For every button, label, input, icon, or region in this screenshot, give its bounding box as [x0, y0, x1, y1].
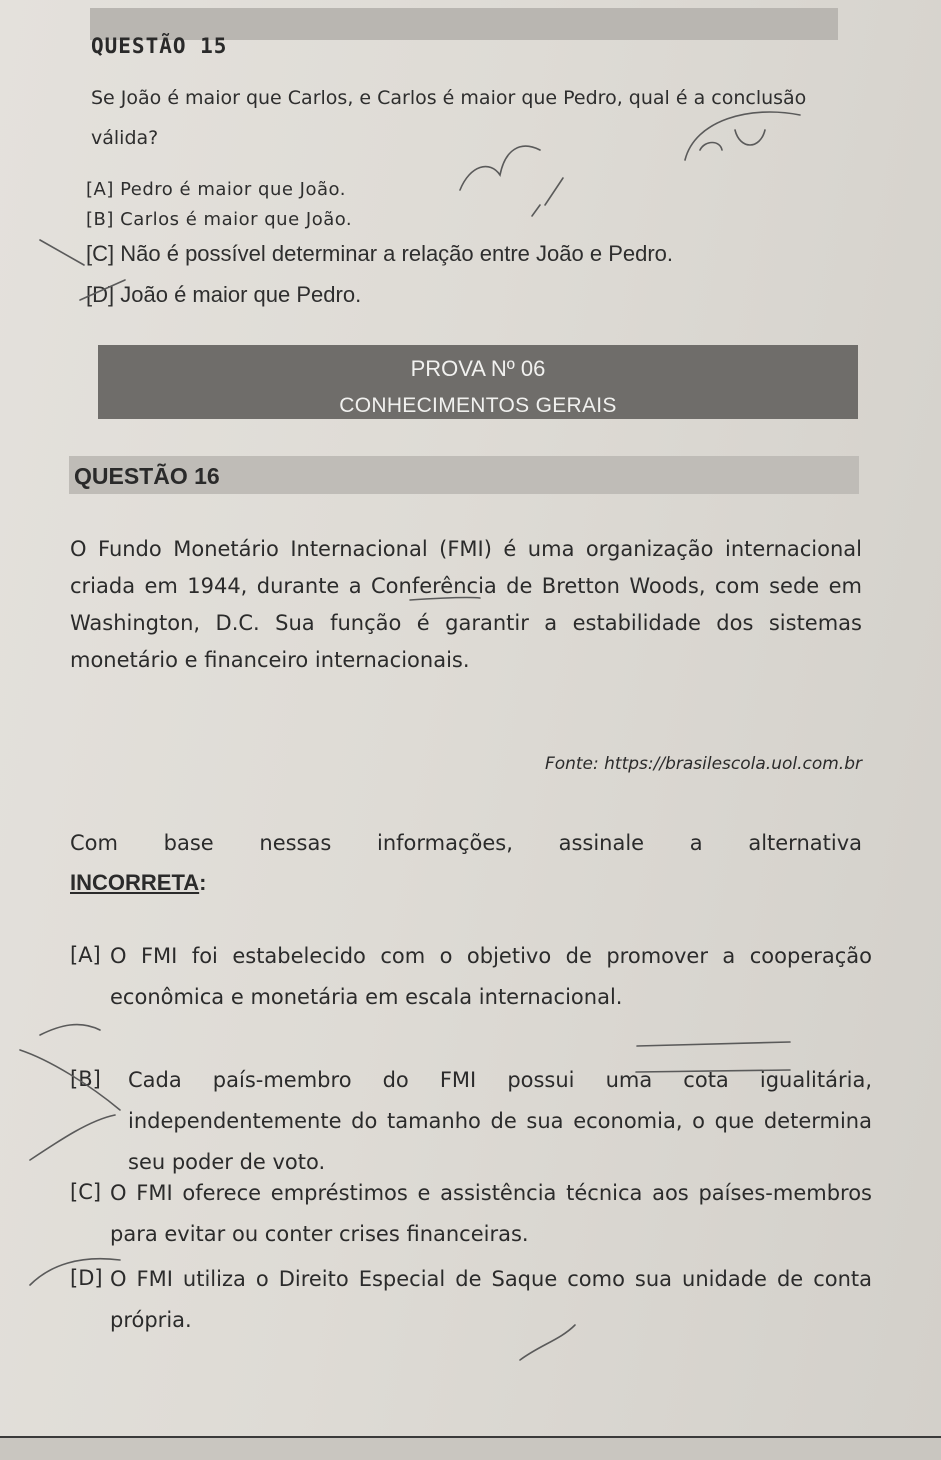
pencil-scribble-4	[520, 1325, 575, 1360]
option-text: Pedro é maior que João.	[120, 179, 346, 200]
pencil-check-c	[40, 240, 84, 265]
question-16-title: QUESTÃO 16	[74, 463, 220, 489]
pencil-scribble-3	[700, 130, 765, 150]
option-letter: [C]	[86, 241, 115, 266]
prompt-colon: :	[199, 870, 207, 895]
option-text: Não é possível determinar a relação entre João e Pedro.	[120, 241, 674, 266]
incorreta-word: INCORRETA	[70, 870, 200, 895]
question-16-context-paragraph: O Fundo Monetário Internacional (FMI) é uma organização internacional criada em 1944, durante a Conferência de Bretton Woods, com sede em Washington, D.C. Sua função é garantir a estabilidade dos sistemas monetário e financeiro internacionais.	[70, 537, 862, 672]
option-text: Carlos é maior que João.	[120, 209, 353, 230]
exam-subject: CONHECIMENTOS GERAIS	[339, 394, 617, 417]
pencil-scribble-2	[685, 112, 800, 160]
option-text: João é maior que Pedro.	[120, 282, 362, 307]
pencil-underline-1944	[410, 598, 480, 600]
option-letter: [B]	[86, 209, 114, 230]
alternative-b-text: Cada país-membro do FMI possui uma cota igualitária, independentemente do tamanho de sua economia, o que determina seu poder de voto.	[128, 1068, 872, 1174]
alternative-a-letter: [A]	[70, 943, 101, 967]
pencil-scribble-1	[460, 146, 540, 190]
alternative-d-letter: [D]	[70, 1266, 103, 1290]
pencil-mark-d	[80, 280, 125, 300]
source-citation: Fonte: https://brasilescola.uol.com.br	[544, 754, 862, 774]
pencil-check-c	[30, 1259, 120, 1285]
alternative-c-letter: [C]	[70, 1180, 102, 1204]
question-16-prompt: Com base nessas informações, assinale a alternativa	[70, 831, 862, 855]
option-letter: [A]	[86, 179, 114, 200]
question-15-statement: Se João é maior que Carlos, e Carlos é maior que Pedro, qual é a conclusão válida?	[91, 87, 807, 149]
pencil-slash-b	[532, 205, 540, 216]
alternative-c-text: O FMI oferece empréstimos e assistência técnica aos países-membros para evitar ou conter crises financeiras.	[110, 1181, 872, 1246]
alternative-b-letter: [B]	[70, 1067, 101, 1091]
question-15-title: QUESTÃO 15	[91, 34, 228, 58]
pencil-check-b2	[30, 1115, 115, 1160]
pencil-check-b1	[20, 1025, 120, 1110]
alternative-a-text: O FMI foi estabelecido com o objetivo de promover a cooperação econômica e monetária em escala internacional.	[110, 944, 872, 1009]
exam-number: PROVA Nº 06	[410, 356, 546, 381]
alternative-d-text: O FMI utiliza o Direito Especial de Saque como sua unidade de conta própria.	[110, 1267, 872, 1332]
pencil-box-cota	[636, 1042, 790, 1072]
pencil-slash-a	[545, 178, 563, 205]
option-letter: [D]	[86, 282, 115, 307]
